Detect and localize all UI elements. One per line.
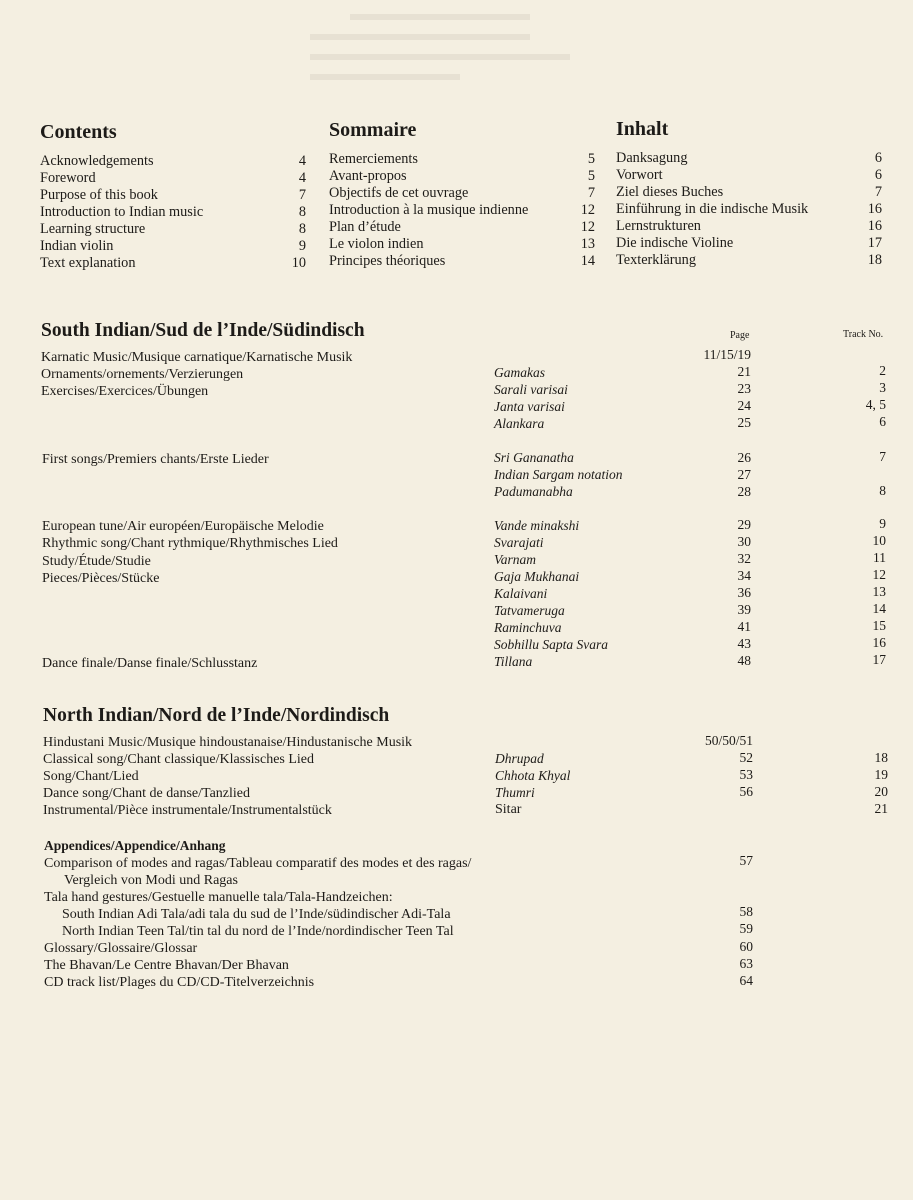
toc-row-label: Purpose of this book [40, 187, 158, 203]
piece-title: Dhrupad [495, 751, 544, 766]
piece-title: Indian Sargam notation [494, 467, 623, 482]
piece-title: Sri Gananatha [494, 450, 574, 465]
track-number: 11 [873, 550, 886, 565]
appendix-line: CD track list/Plages du CD/CD-Titelverzeichnis [44, 975, 315, 990]
page-number: 26 [737, 450, 751, 465]
bleed-through-text [310, 0, 610, 120]
group-label: Ornaments/ornements/Verzierungen [41, 367, 244, 382]
toc-row-label: Acknowledgements [40, 153, 154, 169]
toc-row [329, 253, 595, 270]
toc-row-page: 5 [587, 151, 595, 167]
appendix-line: Tala hand gestures/Gestuelle manuelle tala/Tala-Handzeichen: [44, 890, 393, 905]
page-number: 29 [737, 517, 751, 532]
toc-row-label: Vorwort [616, 167, 663, 183]
toc-row-label: Indian violin [40, 238, 114, 254]
toc-row [616, 150, 882, 167]
toc-row-label: Die indische Violine [616, 235, 734, 251]
page-number: 52 [739, 750, 753, 765]
track-number: 13 [872, 584, 886, 599]
group-label: Rhythmic song/Chant rythmique/Rhythmisches Lied [42, 536, 338, 551]
inhalt-title: Inhalt [616, 118, 669, 140]
piece-title: Thumri [495, 785, 535, 800]
group-label: Song/Chant/Lied [43, 769, 139, 784]
appendix-line: North Indian Teen Tal/tin tal du nord de l’Inde/nordindischer Teen Tal [62, 924, 454, 939]
track-number: 2 [879, 363, 886, 378]
group-label: Exercises/Exercices/Übungen [41, 384, 209, 399]
piece-title: Chhota Khyal [495, 768, 571, 783]
appendix-line: Glossary/Glossaire/Glossar [44, 941, 198, 956]
toc-row [616, 167, 882, 184]
track-number: 9 [879, 516, 886, 531]
toc-row-page: 12 [580, 202, 595, 218]
toc-row-label: Principes théoriques [329, 253, 446, 269]
toc-row [616, 252, 882, 269]
track-number: 12 [872, 567, 886, 582]
track-number: 14 [872, 601, 886, 616]
toc-row-page: 8 [298, 221, 306, 237]
page-number: 39 [737, 602, 751, 617]
toc-row-label: Danksagung [616, 150, 688, 166]
track-number: 6 [879, 414, 886, 429]
toc-row [40, 204, 306, 221]
page-column-header: Page [730, 330, 750, 341]
track-column-header: Track No. [843, 329, 884, 340]
group-label: Classical song/Chant classique/Klassisches Lied [43, 752, 315, 767]
appendix-line: The Bhavan/Le Centre Bhavan/Der Bhavan [44, 958, 289, 973]
piece-title: Vande minakshi [494, 518, 580, 533]
group-label: European tune/Air européen/Europäische Melodie [42, 519, 324, 534]
toc-row [40, 187, 306, 204]
page-number: 30 [737, 534, 751, 549]
group-label: Dance finale/Danse finale/Schlusstanz [42, 656, 258, 671]
toc-row-page: 6 [874, 150, 882, 166]
page-number: 56 [739, 784, 753, 799]
group-label: Karnatic Music/Musique carnatique/Karnatische Musik [41, 350, 353, 365]
toc-row-label: Objectifs de cet ouvrage [329, 185, 469, 201]
toc-row [40, 170, 306, 187]
piece-title: Svarajati [494, 535, 544, 550]
toc-row-label: Ziel dieses Buches [616, 184, 724, 200]
appendix-line: South Indian Adi Tala/adi tala du sud de l’Inde/südindischer Adi-Tala [62, 907, 451, 922]
toc-row [329, 185, 595, 202]
track-number: 7 [879, 449, 886, 464]
toc-row [329, 219, 595, 236]
toc-row-page: 12 [580, 219, 595, 235]
toc-row-page: 7 [587, 185, 595, 201]
sommaire-title: Sommaire [329, 119, 417, 141]
toc-row-label: Avant-propos [329, 168, 407, 184]
toc-row-label: Lernstrukturen [616, 218, 701, 234]
contents-title: Contents [40, 121, 117, 143]
toc-row-page: 13 [580, 236, 595, 252]
toc-row [616, 235, 882, 252]
piece-title: Varnam [494, 552, 537, 567]
toc-row [329, 151, 595, 168]
group-label: Dance song/Chant de danse/Tanzlied [43, 786, 251, 801]
piece-title: Gaja Mukhanai [494, 569, 580, 584]
piece-title: Alankara [494, 416, 545, 431]
toc-row-label: Plan d’étude [329, 219, 401, 235]
appendix-line: Vergleich von Modi und Ragas [64, 873, 238, 888]
page-number: 27 [737, 467, 751, 482]
toc-row-page: 16 [867, 218, 882, 234]
track-number: 10 [872, 533, 886, 548]
toc-row [40, 221, 306, 238]
toc-row [40, 238, 306, 255]
track-number: 19 [874, 767, 888, 782]
toc-row [40, 255, 306, 272]
page-number: 32 [737, 551, 751, 566]
page-number: 11/15/19 [703, 347, 751, 362]
toc-row-label: Learning structure [40, 221, 146, 237]
page-number: 43 [737, 636, 751, 651]
toc-row-label: Foreword [40, 170, 96, 186]
group-label: Instrumental/Pièce instrumentale/Instrumentalstück [43, 803, 332, 818]
toc-row-page: 7 [874, 184, 882, 200]
piece-title: Janta varisai [494, 399, 565, 414]
track-number: 3 [879, 380, 886, 395]
toc-row [616, 218, 882, 235]
toc-row-page: 9 [298, 238, 306, 254]
piece-title: Padumanabha [494, 484, 573, 499]
piece-title: Sitar [495, 802, 522, 817]
page-number: 58 [739, 904, 753, 919]
piece-title: Tillana [494, 654, 533, 669]
page-number: 57 [739, 853, 753, 868]
piece-title: Kalaivani [494, 586, 548, 601]
page-number: 21 [737, 364, 751, 379]
page-number: 59 [739, 921, 753, 936]
piece-title: Raminchuva [494, 620, 562, 635]
toc-row-label: Le violon indien [329, 236, 424, 252]
track-number: 15 [872, 618, 886, 633]
toc-row-page: 17 [867, 235, 882, 251]
track-number: 20 [874, 784, 888, 799]
toc-row [329, 236, 595, 253]
track-number: 8 [879, 483, 886, 498]
page-number: 50/50/51 [704, 733, 753, 748]
appendix-line: Comparison of modes and ragas/Tableau comparatif des modes et des ragas/ [44, 856, 472, 871]
north-section-title: North Indian/Nord de l’Inde/Nordindisch [43, 705, 390, 726]
toc-row-label: Introduction à la musique indienne [329, 202, 529, 218]
track-number: 4, 5 [865, 397, 886, 412]
group-label: Study/Étude/Studie [42, 554, 151, 569]
toc-row-page: 5 [587, 168, 595, 184]
toc-row-page: 14 [580, 253, 595, 269]
page-number: 53 [739, 767, 753, 782]
page-number: 48 [737, 653, 751, 668]
page-number: 41 [737, 619, 751, 634]
south-section-title: South Indian/Sud de l’Inde/Südindisch [41, 320, 365, 341]
group-label: First songs/Premiers chants/Erste Lieder [42, 452, 269, 467]
toc-row-page: 16 [867, 201, 882, 217]
toc-row-label: Texterklärung [616, 252, 696, 268]
page-number: 64 [739, 973, 753, 988]
toc-row-label: Remerciements [329, 151, 418, 167]
track-number: 17 [872, 652, 886, 667]
page-number: 34 [737, 568, 751, 583]
page-number: 23 [737, 381, 751, 396]
group-label: Pieces/Pièces/Stücke [42, 571, 160, 586]
track-number: 16 [872, 635, 886, 650]
appendices-title: Appendices/Appendice/Anhang [44, 838, 226, 853]
page-number: 36 [737, 585, 751, 600]
page-number: 60 [739, 939, 753, 954]
page-number: 63 [739, 956, 753, 971]
toc-row-page: 10 [291, 255, 306, 271]
page-number: 25 [737, 415, 751, 430]
toc-row-page: 7 [298, 187, 306, 203]
toc-row-label: Einführung in die indische Musik [616, 201, 809, 217]
toc-row-page: 6 [874, 167, 882, 183]
toc-row [616, 184, 882, 201]
toc-row-label: Text explanation [40, 255, 136, 271]
track-number: 18 [874, 750, 888, 765]
toc-row-label: Introduction to Indian music [40, 204, 204, 220]
piece-title: Sarali varisai [494, 382, 568, 397]
toc-row-page: 4 [298, 153, 306, 169]
piece-title: Gamakas [494, 365, 545, 380]
piece-title: Tatvameruga [494, 603, 565, 618]
toc-row-page: 8 [298, 204, 306, 220]
toc-row [329, 202, 595, 219]
group-label: Hindustani Music/Musique hindoustanaise/Hindustanische Musik [43, 735, 413, 750]
track-number: 21 [874, 801, 888, 816]
toc-row-page: 18 [867, 252, 882, 268]
toc-row-page: 4 [298, 170, 306, 186]
toc-row [329, 168, 595, 185]
page-number: 24 [737, 398, 751, 413]
page-number: 28 [737, 484, 751, 499]
piece-title: Sobhillu Sapta Svara [494, 637, 608, 652]
toc-row [40, 153, 306, 170]
toc-row [616, 201, 882, 218]
